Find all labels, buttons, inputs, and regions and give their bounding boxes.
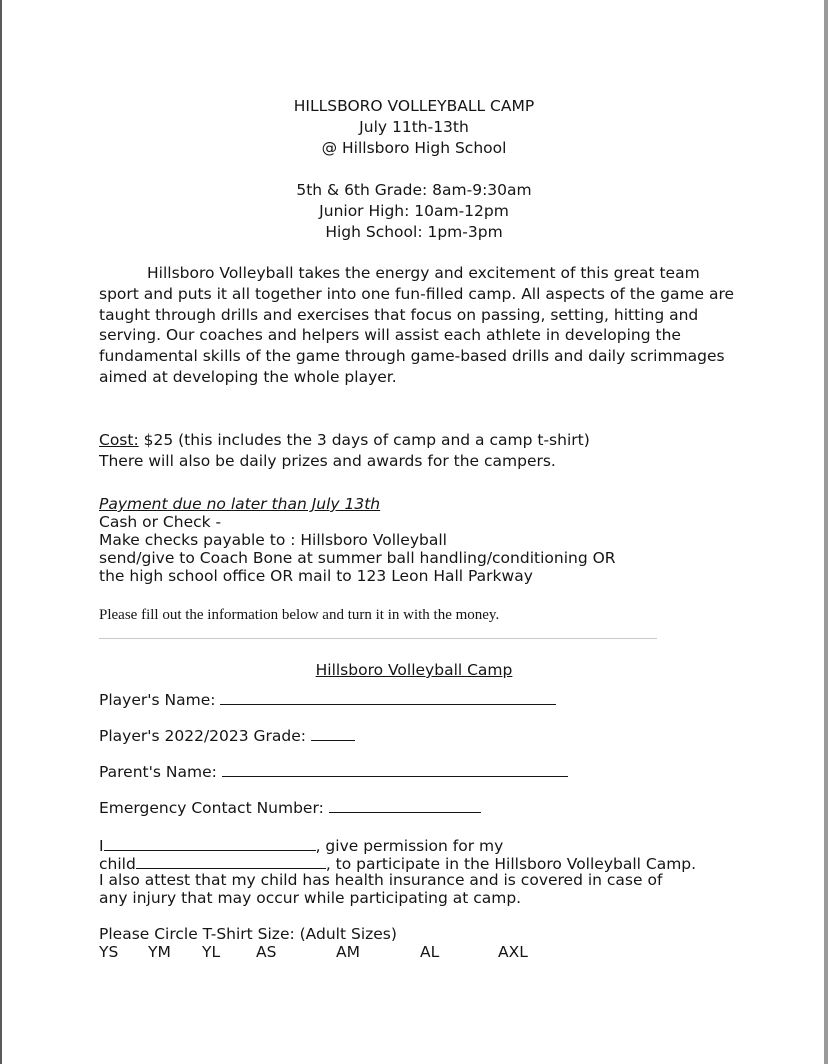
parent-name-label: Parent's Name:	[99, 763, 217, 781]
permission-line-4: any injury that may occur while participating at camp.	[99, 889, 522, 907]
payment-line-2: Make checks payable to : Hillsboro Volleyball	[99, 531, 447, 549]
size-yl[interactable]: YL	[202, 943, 221, 961]
size-as[interactable]: AS	[256, 943, 277, 961]
schedule-junior-high: Junior High: 10am-12pm	[319, 202, 509, 220]
emergency-label: Emergency Contact Number:	[99, 799, 324, 817]
emergency-line[interactable]	[329, 797, 481, 813]
payment-line-1: Cash or Check -	[99, 513, 222, 531]
parent-signature-line[interactable]	[104, 835, 316, 851]
cost-label: Cost:	[99, 431, 139, 449]
grade-label: Player's 2022/2023 Grade:	[99, 727, 307, 745]
size-ym[interactable]: YM	[148, 943, 171, 961]
permission-text-2: , to participate in the Hillsboro Volleyball Camp.	[325, 855, 697, 873]
emergency-row	[99, 797, 481, 817]
payment-line-4: the high school office OR mail to 123 Leon Hall Parkway	[99, 567, 533, 585]
cost-note: There will also be daily prizes and awards for the campers.	[99, 452, 556, 470]
size-axl[interactable]: AXL	[498, 943, 528, 961]
permission-line-1	[99, 835, 503, 855]
tshirt-sizes	[99, 943, 599, 963]
player-name-line[interactable]	[220, 689, 556, 705]
grade-row	[99, 725, 355, 745]
fill-out-instruction: Please fill out the information below and turn it in with the money.	[99, 607, 500, 623]
permission-child: child	[99, 855, 136, 873]
cost-text: $25 (this includes the 3 days of camp and a camp t-shirt)	[143, 431, 590, 449]
size-ys[interactable]: YS	[99, 943, 119, 961]
size-am[interactable]: AM	[336, 943, 360, 961]
parent-name-row	[99, 761, 568, 781]
camp-dates: July 11th-13th	[359, 118, 469, 136]
child-name-line[interactable]	[136, 853, 326, 869]
parent-name-line[interactable]	[222, 761, 568, 777]
size-al[interactable]: AL	[420, 943, 440, 961]
schedule-elementary: 5th & 6th Grade: 8am-9:30am	[296, 181, 532, 199]
permission-line-2	[99, 853, 696, 873]
left-border	[0, 0, 2, 1064]
player-name-label: Player's Name:	[99, 691, 216, 709]
grade-line[interactable]	[311, 725, 355, 741]
camp-title: HILLSBORO VOLLEYBALL CAMP	[293, 97, 535, 115]
right-border	[824, 0, 828, 1064]
permission-line-3: I also attest that my child has health insurance and is covered in case of	[99, 871, 663, 889]
permission-i: I	[99, 837, 104, 855]
description-text: Hillsboro Volleyball takes the energy and excitement of this great team sport and puts it all together into one fun-filled camp. All aspects of the game are taught through drills and exercises that focus on passing, setting, hitting and serving. Our coaches and helpers will assist each athlete in developing the fundamental skills of the game through game-based drills and daily scrimmages aimed at developing the whole player.	[99, 264, 735, 386]
camp-location: @ Hillsboro High School	[321, 139, 507, 157]
divider	[99, 638, 657, 639]
tshirt-label: Please Circle T-Shirt Size: (Adult Sizes)	[99, 925, 397, 943]
form-title: Hillsboro Volleyball Camp	[315, 661, 513, 679]
player-name-row	[99, 689, 556, 709]
permission-text-1: , give permission for my	[315, 837, 504, 855]
payment-line-3: send/give to Coach Bone at summer ball handling/conditioning OR	[99, 549, 616, 567]
schedule-high-school: High School: 1pm-3pm	[325, 223, 503, 241]
description-paragraph	[99, 263, 739, 388]
payment-heading: Payment due no later than July 13th	[99, 495, 381, 513]
cost-line	[99, 430, 590, 451]
